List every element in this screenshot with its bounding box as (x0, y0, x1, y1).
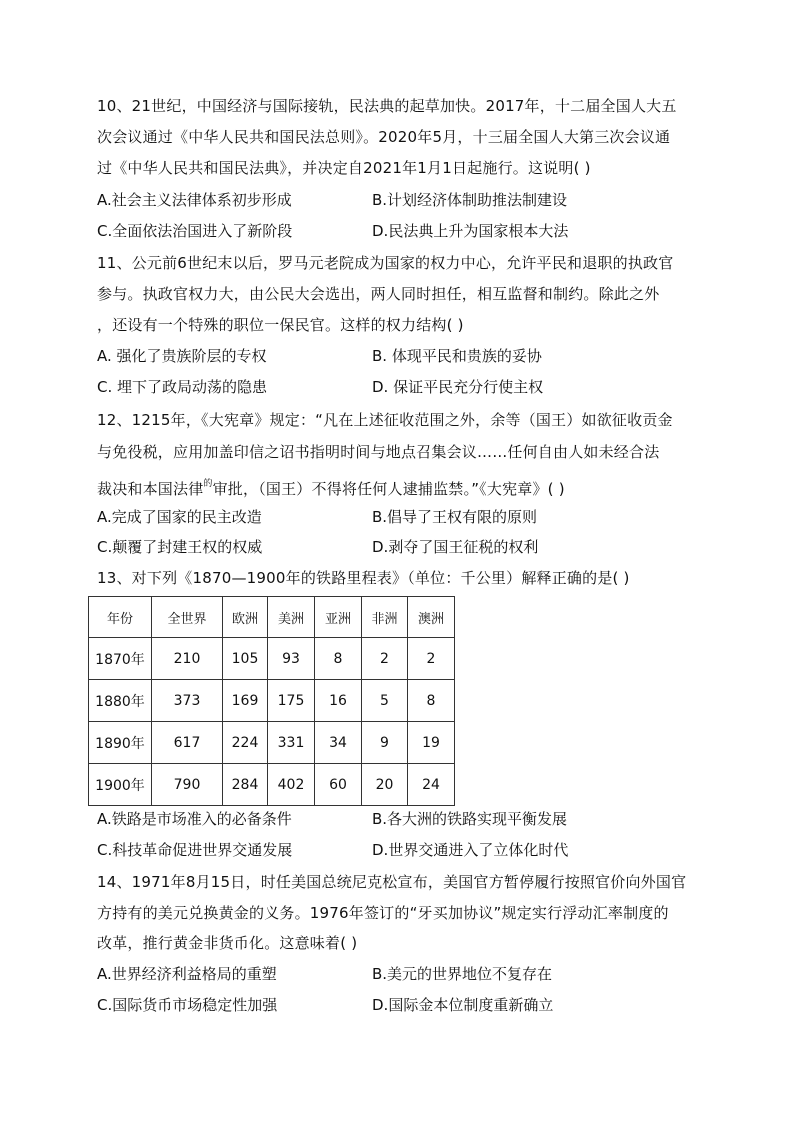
question-12-option-a[interactable]: A.完成了国家的民主改造 (97, 508, 262, 526)
question-12-line-3-start: 裁决和本国法律 (97, 480, 204, 498)
table-header-cell: 全世界 (152, 597, 223, 638)
table-cell: 1880年 (89, 680, 152, 722)
question-14-stem-line-1: 14、1971年8月15日，时任美国总统尼克松宣布，美国官方暂停履行按照官价向外国官 (97, 873, 687, 891)
table-header-cell: 非洲 (362, 597, 408, 638)
table-header-row (89, 597, 455, 638)
table-cell: 331 (268, 722, 315, 764)
question-13-option-a[interactable]: A.铁路是市场准入的必备条件 (97, 810, 292, 828)
table-header-cell: 年份 (89, 597, 152, 638)
question-14-option-c[interactable]: C.国际货币市场稳定性加强 (97, 996, 278, 1014)
question-11-option-a[interactable]: A. 强化了贵族阶层的专权 (97, 347, 267, 365)
question-11-option-b[interactable]: B. 体现平民和贵族的妥协 (372, 347, 542, 365)
table-cell: 2 (362, 638, 408, 680)
question-12-stem-line-2: 与免役税，应用加盖印信之诏书指明时间与地点召集会议……任何自由人如未经合法 (97, 443, 660, 461)
table-cell: 169 (223, 680, 268, 722)
question-10-stem-line-3: 过《中华人民共和国民法典》，并决定自2021年1月1日起施行。这说明( ) (97, 159, 591, 177)
table-header-cell: 欧洲 (223, 597, 268, 638)
question-11-stem-line-1: 11、公元前6世纪末以后，罗马元老院成为国家的权力中心，允许平民和退职的执政官 (97, 254, 674, 272)
table-header-cell: 澳洲 (408, 597, 455, 638)
table-cell: 8 (408, 680, 455, 722)
question-14-option-d[interactable]: D.国际金本位制度重新确立 (372, 996, 554, 1014)
table-cell: 24 (408, 764, 455, 806)
table-cell: 93 (268, 638, 315, 680)
table-cell: 175 (268, 680, 315, 722)
question-11-option-d[interactable]: D. 保证平民充分行使主权 (372, 378, 544, 396)
table-cell: 790 (152, 764, 223, 806)
table-cell: 1870年 (89, 638, 152, 680)
question-14-stem-line-2: 方持有的美元兑换黄金的义务。1976年签订的“牙买加协议”规定实行浮动汇率制度的 (97, 904, 669, 922)
question-13-option-d[interactable]: D.世界交通进入了立体化时代 (372, 841, 569, 859)
question-10-option-d[interactable]: D.民法典上升为国家根本大法 (372, 222, 569, 240)
question-14-option-a[interactable]: A.世界经济利益格局的重塑 (97, 965, 277, 983)
question-12-superscript: 的 (203, 479, 213, 489)
table-cell: 8 (315, 638, 362, 680)
table-cell: 1900年 (89, 764, 152, 806)
table-row (89, 722, 455, 764)
question-14-stem-line-3: 改革，推行黄金非货币化。这意味着( ) (97, 934, 358, 952)
table-cell: 284 (223, 764, 268, 806)
table-cell: 402 (268, 764, 315, 806)
question-12-option-c[interactable]: C.颠覆了封建王权的权威 (97, 538, 263, 556)
table-row (89, 764, 455, 806)
question-10-stem-line-1: 10、21世纪，中国经济与国际接轨，民法典的起草加快。2017年，十二届全国人大五 (97, 97, 677, 115)
question-11-option-c[interactable]: C. 埋下了政局动荡的隐患 (97, 378, 268, 396)
table-header-cell: 美洲 (268, 597, 315, 638)
question-10-stem-line-2: 次会议通过《中华人民共和国民法总则》。2020年5月，十三届全国人大第三次会议通 (97, 128, 671, 146)
table-cell: 105 (223, 638, 268, 680)
question-14-option-b[interactable]: B.美元的世界地位不复存在 (372, 965, 553, 983)
railway-mileage-table (88, 596, 455, 806)
question-12-line-3-end: 审批，（国王）不得将任何人逮捕监禁。”《大宪章》( ) (212, 480, 565, 498)
table-cell: 210 (152, 638, 223, 680)
table-cell: 16 (315, 680, 362, 722)
question-12-option-b[interactable]: B.倡导了王权有限的原则 (372, 508, 538, 526)
question-13-option-b[interactable]: B.各大洲的铁路实现平衡发展 (372, 810, 568, 828)
question-10-option-a[interactable]: A.社会主义法律体系初步形成 (97, 191, 292, 209)
table-cell: 224 (223, 722, 268, 764)
table-cell: 20 (362, 764, 408, 806)
table-header-cell: 亚洲 (315, 597, 362, 638)
question-12-stem-line-1: 12、1215年，《大宪章》规定：“凡在上述征收范围之外，余等（国王）如欲征收贡金 (97, 411, 673, 429)
question-11-stem-line-3: ，还设有一个特殊的职位一保民官。这样的权力结构( ) (97, 316, 464, 334)
question-12-option-d[interactable]: D.剥夺了国王征税的权利 (372, 538, 539, 556)
question-12-stem-line-3 (97, 474, 565, 499)
table-cell: 1890年 (89, 722, 152, 764)
table-row (89, 680, 455, 722)
table-cell: 34 (315, 722, 362, 764)
question-13-option-c[interactable]: C.科技革命促进世界交通发展 (97, 841, 293, 859)
table-row (89, 638, 455, 680)
table-cell: 373 (152, 680, 223, 722)
question-10-option-c[interactable]: C.全面依法治国进入了新阶段 (97, 222, 293, 240)
table-cell: 60 (315, 764, 362, 806)
table-cell: 2 (408, 638, 455, 680)
table-cell: 9 (362, 722, 408, 764)
question-13-stem: 13、对下列《1870—1900年的铁路里程表》（单位：千公里）解释正确的是( ) (97, 569, 630, 587)
question-11-stem-line-2: 参与。执政官权力大，由公民大会选出，两人同时担任，相互监督和制约。除此之外 (97, 285, 660, 303)
question-10-option-b[interactable]: B.计划经济体制助推法制建设 (372, 191, 568, 209)
table-cell: 5 (362, 680, 408, 722)
table-cell: 617 (152, 722, 223, 764)
table-cell: 19 (408, 722, 455, 764)
